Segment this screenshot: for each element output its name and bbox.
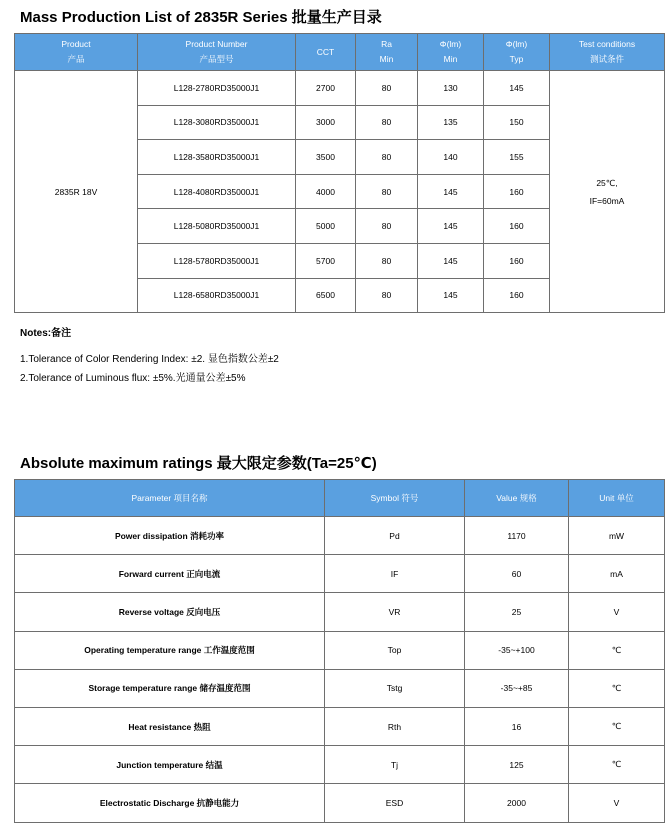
unit-cell: ℃ — [569, 631, 665, 669]
max-ratings-table — [14, 479, 665, 823]
condition-temp: 25℃, — [596, 177, 618, 188]
note-item: 2.Tolerance of Luminous flux: ±5%.光通量公差±5% — [20, 373, 246, 384]
ra-cell: 80 — [356, 105, 418, 140]
header-cct: CCT — [296, 34, 356, 71]
parameter-cell: Power dissipation 消耗功率 — [15, 517, 325, 555]
cct-cell: 2700 — [296, 71, 356, 106]
value-cell: 60 — [465, 555, 569, 593]
table-row — [15, 746, 665, 784]
product-cell: 2835R 18V — [15, 71, 138, 313]
ra-cell: 80 — [356, 71, 418, 106]
header-product: Product 产品 — [15, 34, 138, 71]
parameter-cell: Forward current 正向电流 — [15, 555, 325, 593]
header-test-conditions: Test conditions 测试条件 — [550, 34, 665, 71]
lm-typ-cell: 160 — [484, 174, 550, 209]
lm-typ-cell: 155 — [484, 140, 550, 175]
lm-typ-cell: 150 — [484, 105, 550, 140]
table-row — [15, 707, 665, 745]
lm-typ-cell: 145 — [484, 71, 550, 106]
header-parameter: Parameter 项目名称 — [15, 480, 325, 517]
symbol-cell: VR — [325, 593, 465, 631]
table-row — [15, 517, 665, 555]
note-item: 1.Tolerance of Color Rendering Index: ±2. 显色指数公差±2 — [20, 354, 279, 365]
table-row — [15, 784, 665, 822]
cct-cell: 4000 — [296, 174, 356, 209]
header-value: Value 规格 — [465, 480, 569, 517]
symbol-cell: ESD — [325, 784, 465, 822]
cct-cell: 5000 — [296, 209, 356, 244]
header-row — [15, 480, 665, 517]
value-cell: 16 — [465, 707, 569, 745]
lm-min-cell: 135 — [418, 105, 484, 140]
ra-cell: 80 — [356, 209, 418, 244]
ra-cell: 80 — [356, 243, 418, 278]
table-row — [15, 71, 665, 106]
table-row — [15, 669, 665, 707]
lm-min-cell: 140 — [418, 140, 484, 175]
lm-min-cell: 145 — [418, 243, 484, 278]
lm-typ-cell: 160 — [484, 278, 550, 313]
unit-cell: mW — [569, 517, 665, 555]
symbol-cell: Tstg — [325, 669, 465, 707]
lm-min-cell: 145 — [418, 174, 484, 209]
parameter-cell: Junction temperature 结温 — [15, 746, 325, 784]
product-number-cell: L128-3580RD35000J1 — [138, 140, 296, 175]
header-ra: Ra Min — [356, 34, 418, 71]
table-row — [15, 555, 665, 593]
lm-min-cell: 130 — [418, 71, 484, 106]
value-cell: -35~+85 — [465, 669, 569, 707]
value-cell: -35~+100 — [465, 631, 569, 669]
symbol-cell: IF — [325, 555, 465, 593]
mass-production-title: Mass Production List of 2835R Series 批量生产目录 — [20, 9, 382, 26]
cct-cell: 6500 — [296, 278, 356, 313]
cct-cell: 3500 — [296, 140, 356, 175]
max-ratings-title: Absolute maximum ratings 最大限定参数(Ta=25℃) — [20, 455, 377, 472]
unit-cell: ℃ — [569, 707, 665, 745]
lm-min-cell: 145 — [418, 278, 484, 313]
symbol-cell: Pd — [325, 517, 465, 555]
product-number-cell: L128-4080RD35000J1 — [138, 174, 296, 209]
parameter-cell: Heat resistance 热阻 — [15, 707, 325, 745]
unit-cell: ℃ — [569, 746, 665, 784]
unit-cell: ℃ — [569, 669, 665, 707]
product-number-cell: L128-5780RD35000J1 — [138, 243, 296, 278]
lm-typ-cell: 160 — [484, 243, 550, 278]
parameter-cell: Storage temperature range 储存温度范围 — [15, 669, 325, 707]
symbol-cell: Rth — [325, 707, 465, 745]
cct-cell: 5700 — [296, 243, 356, 278]
cct-cell: 3000 — [296, 105, 356, 140]
value-cell: 1170 — [465, 517, 569, 555]
symbol-cell: Top — [325, 631, 465, 669]
test-conditions-cell — [550, 71, 665, 313]
symbol-cell: Tj — [325, 746, 465, 784]
unit-cell: mA — [569, 555, 665, 593]
mass-production-table — [14, 33, 665, 313]
header-symbol: Symbol 符号 — [325, 480, 465, 517]
lm-min-cell: 145 — [418, 209, 484, 244]
header-unit: Unit 单位 — [569, 480, 665, 517]
value-cell: 25 — [465, 593, 569, 631]
notes-title: Notes:备注 — [20, 328, 72, 339]
product-number-cell: L128-3080RD35000J1 — [138, 105, 296, 140]
header-lm-typ: Φ(lm) Typ — [484, 34, 550, 71]
ra-cell: 80 — [356, 140, 418, 175]
parameter-cell: Operating temperature range 工作温度范围 — [15, 631, 325, 669]
unit-cell: V — [569, 593, 665, 631]
condition-current: IF=60mA — [589, 195, 625, 206]
table-row — [15, 631, 665, 669]
value-cell: 125 — [465, 746, 569, 784]
ra-cell: 80 — [356, 278, 418, 313]
value-cell: 2000 — [465, 784, 569, 822]
parameter-cell: Electrostatic Discharge 抗静电能力 — [15, 784, 325, 822]
header-lm-min: Φ(lm) Min — [418, 34, 484, 71]
lm-typ-cell: 160 — [484, 209, 550, 244]
product-number-cell: L128-6580RD35000J1 — [138, 278, 296, 313]
product-number-cell: L128-5080RD35000J1 — [138, 209, 296, 244]
ra-cell: 80 — [356, 174, 418, 209]
header-row — [15, 34, 665, 71]
product-number-cell: L128-2780RD35000J1 — [138, 71, 296, 106]
table-row — [15, 593, 665, 631]
unit-cell: V — [569, 784, 665, 822]
header-product-number: Product Number 产品型号 — [138, 34, 296, 71]
parameter-cell: Reverse voltage 反向电压 — [15, 593, 325, 631]
